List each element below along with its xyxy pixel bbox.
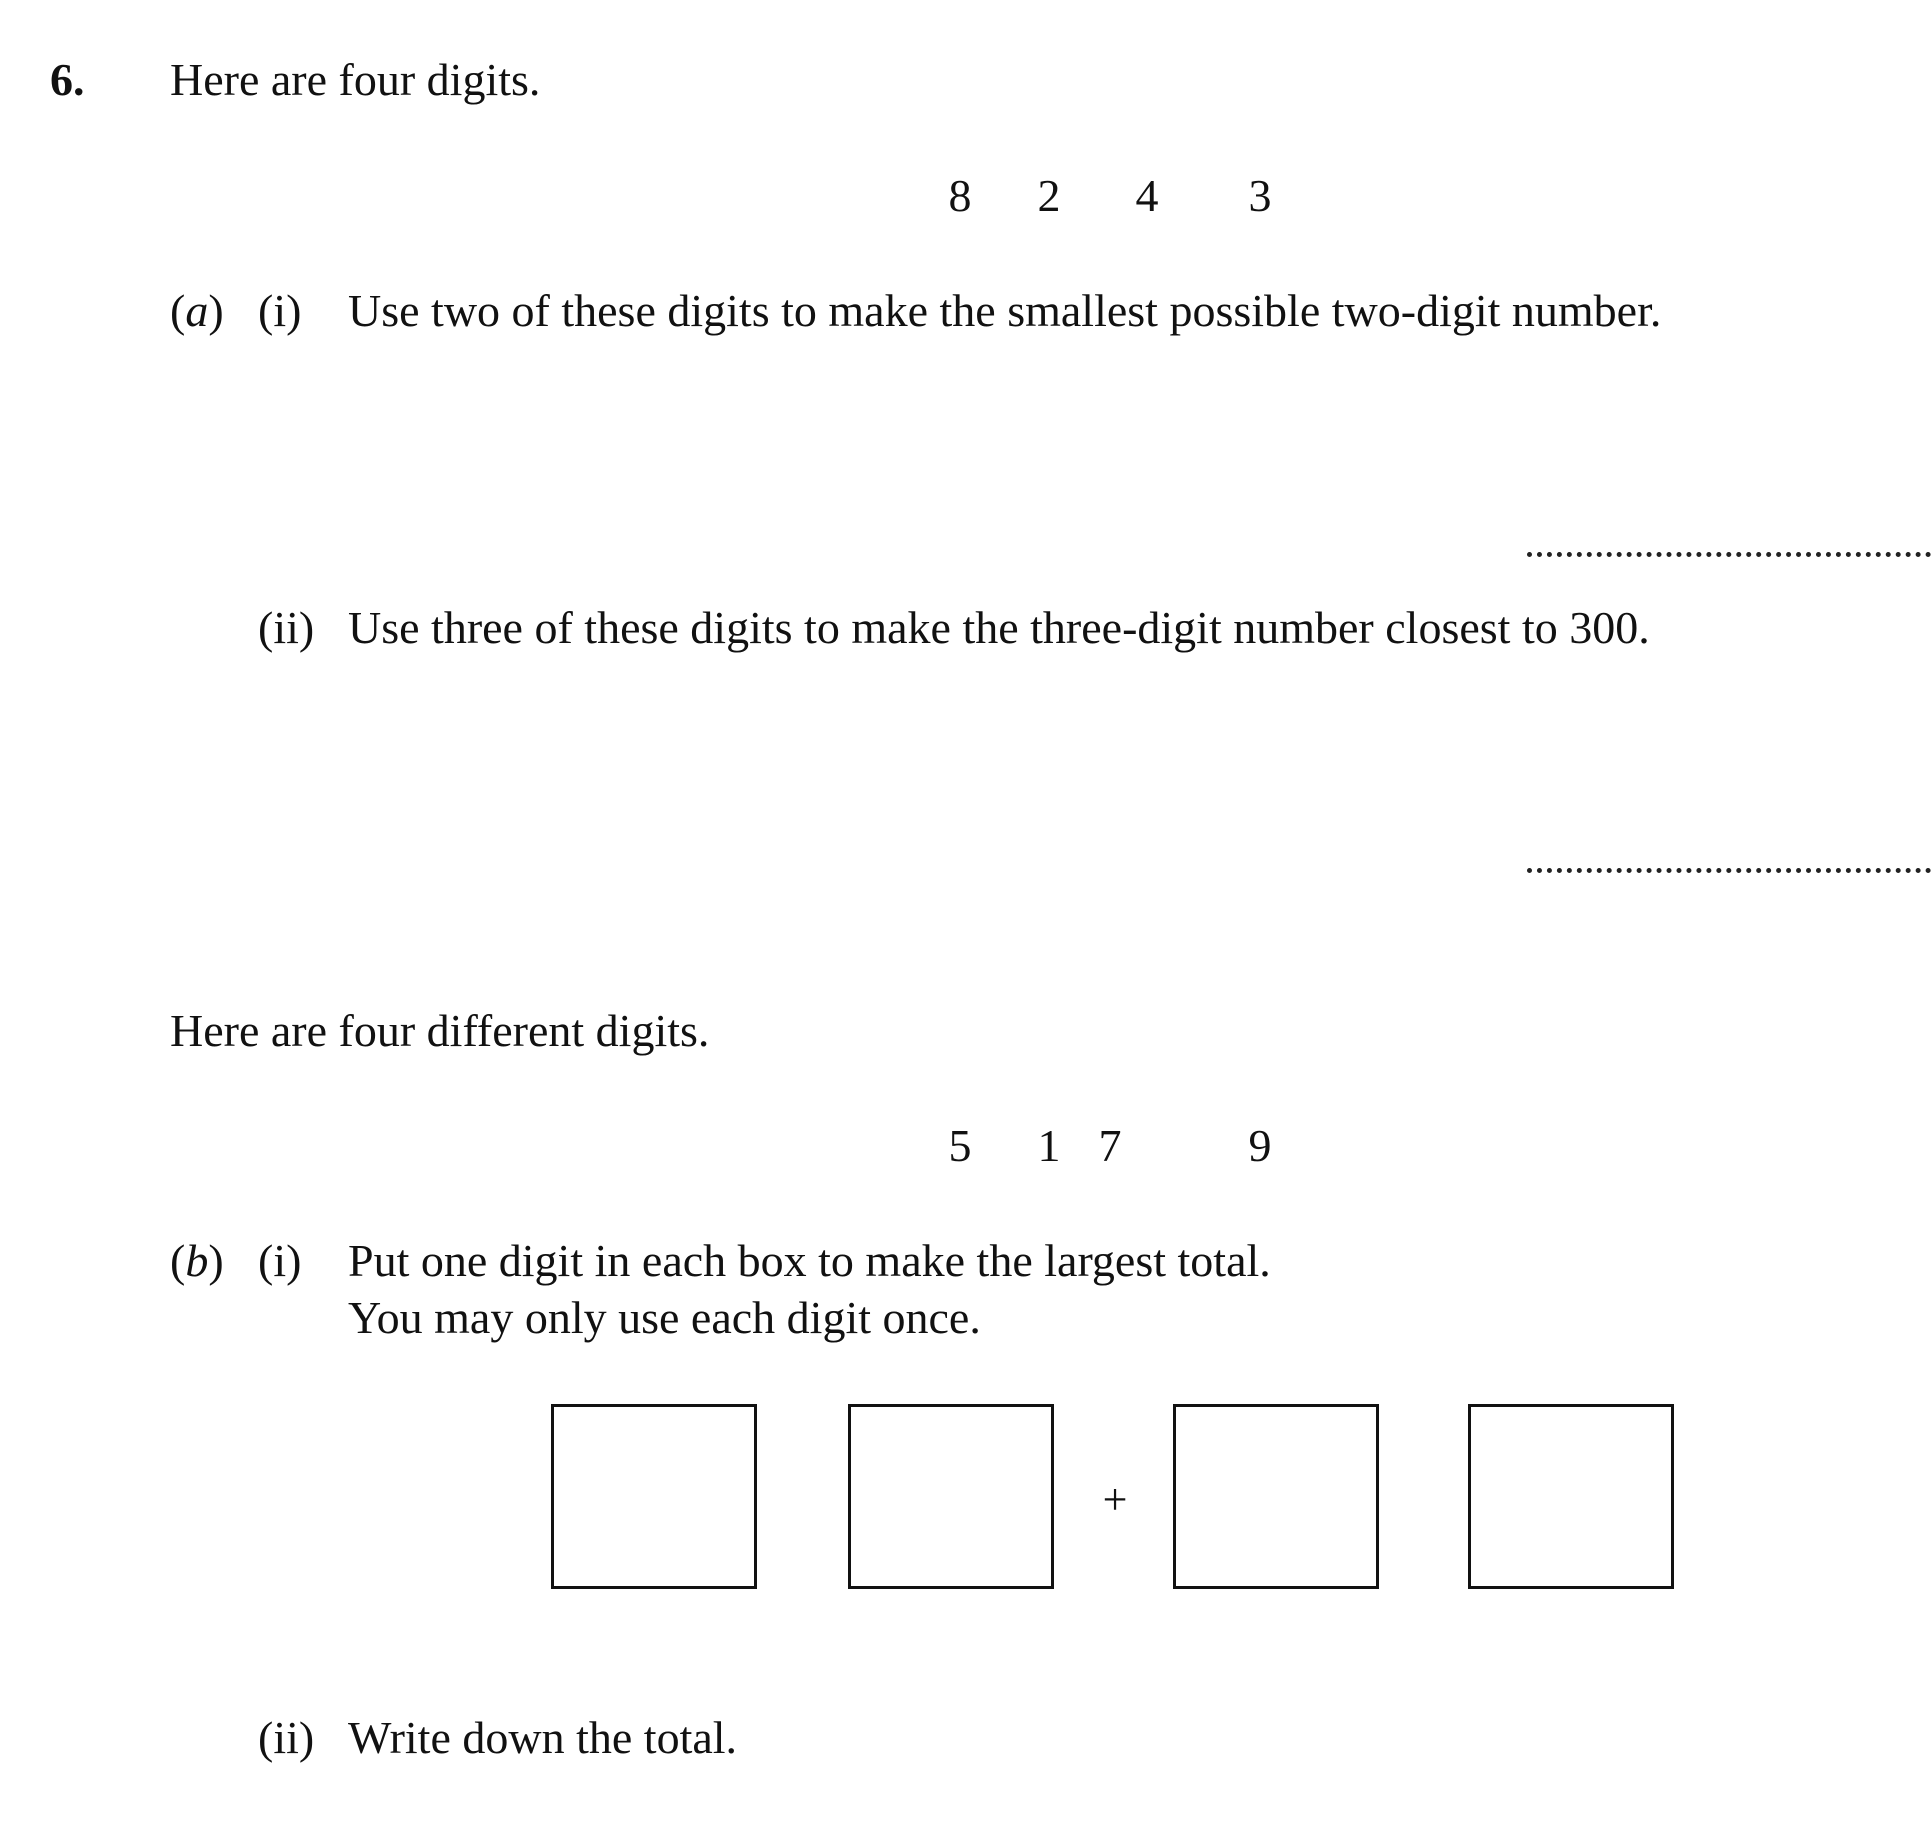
digit: 7 [1098,1120,1122,1171]
part-a-label-open: ( [170,285,186,336]
part-b-label [170,1233,224,1289]
question-number: 6. [50,54,85,105]
digit: 9 [1248,1120,1272,1171]
digit: 8 [948,170,972,221]
part-a-label-letter: a [185,285,209,336]
part-b-i-line2: You may only use each digit once. [348,1292,981,1343]
digit: 3 [1248,170,1272,221]
part-b-label-letter: b [185,1235,209,1286]
digit-box-1[interactable] [551,1404,757,1589]
part-b-ii-label: (ii) [258,1712,315,1763]
part-b-i-label: (i) [258,1235,302,1286]
digit-box-3[interactable] [1173,1404,1379,1589]
digit: 1 [1037,1120,1061,1171]
part-a-i-text: Use two of these digits to make the smallest possible two-digit number. [348,285,1662,336]
part-b-i-line1: Put one digit in each box to make the largest total. [348,1235,1271,1286]
part-a-label-close: ) [208,285,224,336]
part-b-ii-text: Write down the total. [348,1712,738,1763]
part-b-label-open: ( [170,1235,186,1286]
question-intro: Here are four digits. [170,54,541,105]
plus-sign: + [1102,1475,1128,1524]
section-intro-2: Here are four different digits. [170,1005,710,1056]
digit: 2 [1037,170,1061,221]
digit-box-4[interactable] [1468,1404,1674,1589]
digit-box-2[interactable] [848,1404,1054,1589]
part-b-label-close: ) [208,1235,224,1286]
digit: 4 [1135,170,1159,221]
digit: 5 [948,1120,972,1171]
part-a-ii-label: (ii) [258,602,315,653]
answer-line-a-i[interactable] [1527,552,1931,557]
part-a-ii-text: Use three of these digits to make the three-digit number closest to 300. [348,602,1650,653]
part-a-label [170,283,224,339]
answer-line-a-ii[interactable] [1527,868,1931,873]
part-a-i-label: (i) [258,285,302,336]
